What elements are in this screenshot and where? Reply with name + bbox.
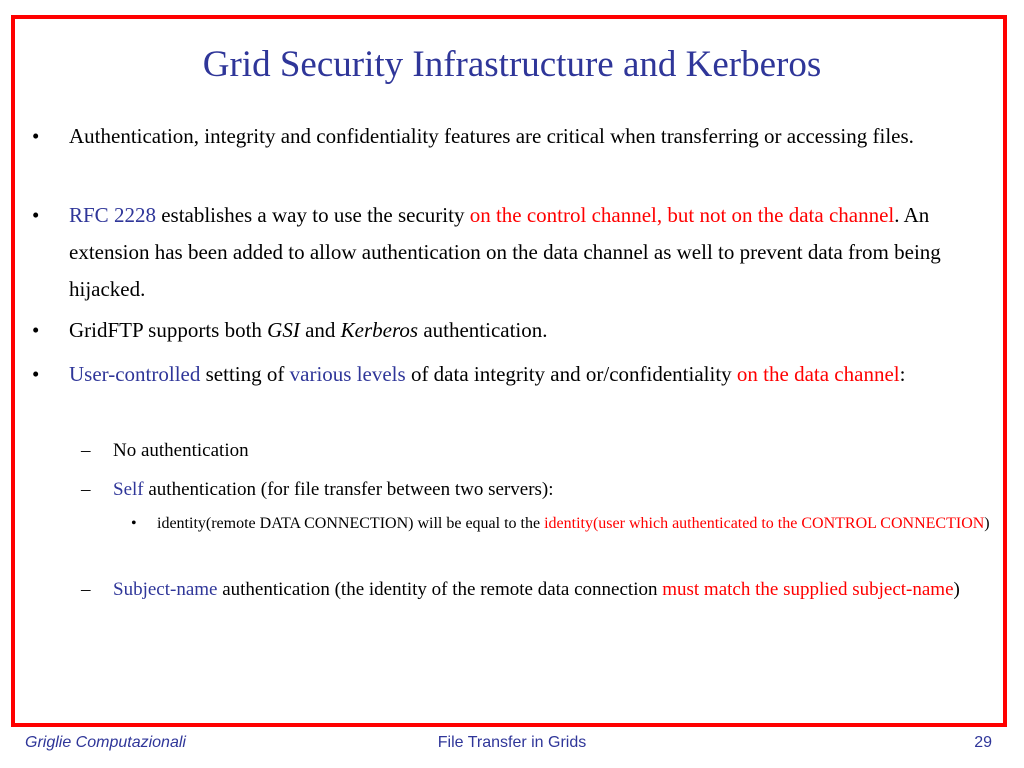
sub-sub-bullet-text: [157, 515, 990, 532]
text-run: Self: [113, 479, 144, 500]
text-run: authentication (for file transfer between two servers):: [143, 479, 554, 500]
text-run: identity(remote DATA CONNECTION) will be equal to the: [157, 515, 545, 532]
sub-sub-bullet-item-1: [131, 509, 997, 538]
bullet-marker: •: [131, 515, 137, 532]
text-run: Kerberos: [340, 318, 419, 342]
sub-bullet-item-3: [81, 573, 993, 606]
bullet-item-1: [32, 118, 999, 155]
footer-page-number: 29: [974, 734, 992, 751]
text-run: setting of: [200, 362, 290, 386]
sub-bullet-text: [113, 579, 960, 600]
bullet-text: [69, 318, 548, 342]
text-run: ): [984, 515, 990, 532]
text-run: . An extension has been added to allow authentication on the data channel as well to prevent data from being hijacked.: [69, 203, 941, 301]
text-run: authentication.: [418, 318, 548, 342]
text-run: on the data channel: [736, 362, 900, 386]
text-run: RFC 2228: [69, 203, 156, 227]
slide-title: Grid Security Infrastructure and Kerberos: [202, 44, 822, 85]
text-run: establishes a way to use the security: [155, 203, 470, 227]
bullet-marker: •: [32, 318, 40, 342]
text-run: authentication (the identity of the remote data connection: [217, 579, 663, 600]
dash-marker: –: [81, 440, 91, 461]
text-run: must match the supplied subject-name: [662, 579, 954, 600]
bullet-marker: •: [32, 124, 40, 148]
dash-marker: –: [81, 579, 91, 600]
text-run: User-controlled: [69, 362, 201, 386]
bullet-text: [69, 362, 905, 386]
dash-marker: –: [81, 479, 91, 500]
sub-bullet-item-2: [81, 473, 993, 506]
bullet-text: [69, 203, 941, 301]
text-run: on the control channel, but not on the data channel: [469, 203, 895, 227]
text-run: various levels: [289, 362, 406, 386]
bullet-item-2: [32, 197, 999, 308]
bullet-item-3: [32, 312, 999, 349]
text-run: and: [299, 318, 341, 342]
sub-bullet-text: [113, 479, 554, 500]
text-run: :: [899, 362, 906, 386]
footer-topic: File Transfer in Grids: [437, 734, 587, 751]
text-run: No authentication: [113, 440, 249, 461]
text-run: identity(user which authenticated to the CONTROL CONNECTION: [544, 515, 985, 532]
bullet-item-4: [32, 356, 999, 393]
text-run: GSI: [267, 318, 300, 342]
bullet-marker: •: [32, 203, 40, 227]
text-run: of data integrity and or/confidentiality: [405, 362, 737, 386]
text-run: GridFTP supports both: [69, 318, 268, 342]
text-run: Authentication, integrity and confidentiality features are critical when transferring or accessing files.: [69, 124, 914, 148]
bullet-marker: •: [32, 362, 40, 386]
text-run: Subject-name: [113, 579, 218, 600]
footer-course: Griglie Computazionali: [25, 734, 186, 751]
sub-bullet-item-1: [81, 434, 993, 467]
sub-bullet-text: [113, 440, 249, 461]
text-run: ): [953, 579, 960, 600]
bullet-text: [69, 124, 914, 148]
